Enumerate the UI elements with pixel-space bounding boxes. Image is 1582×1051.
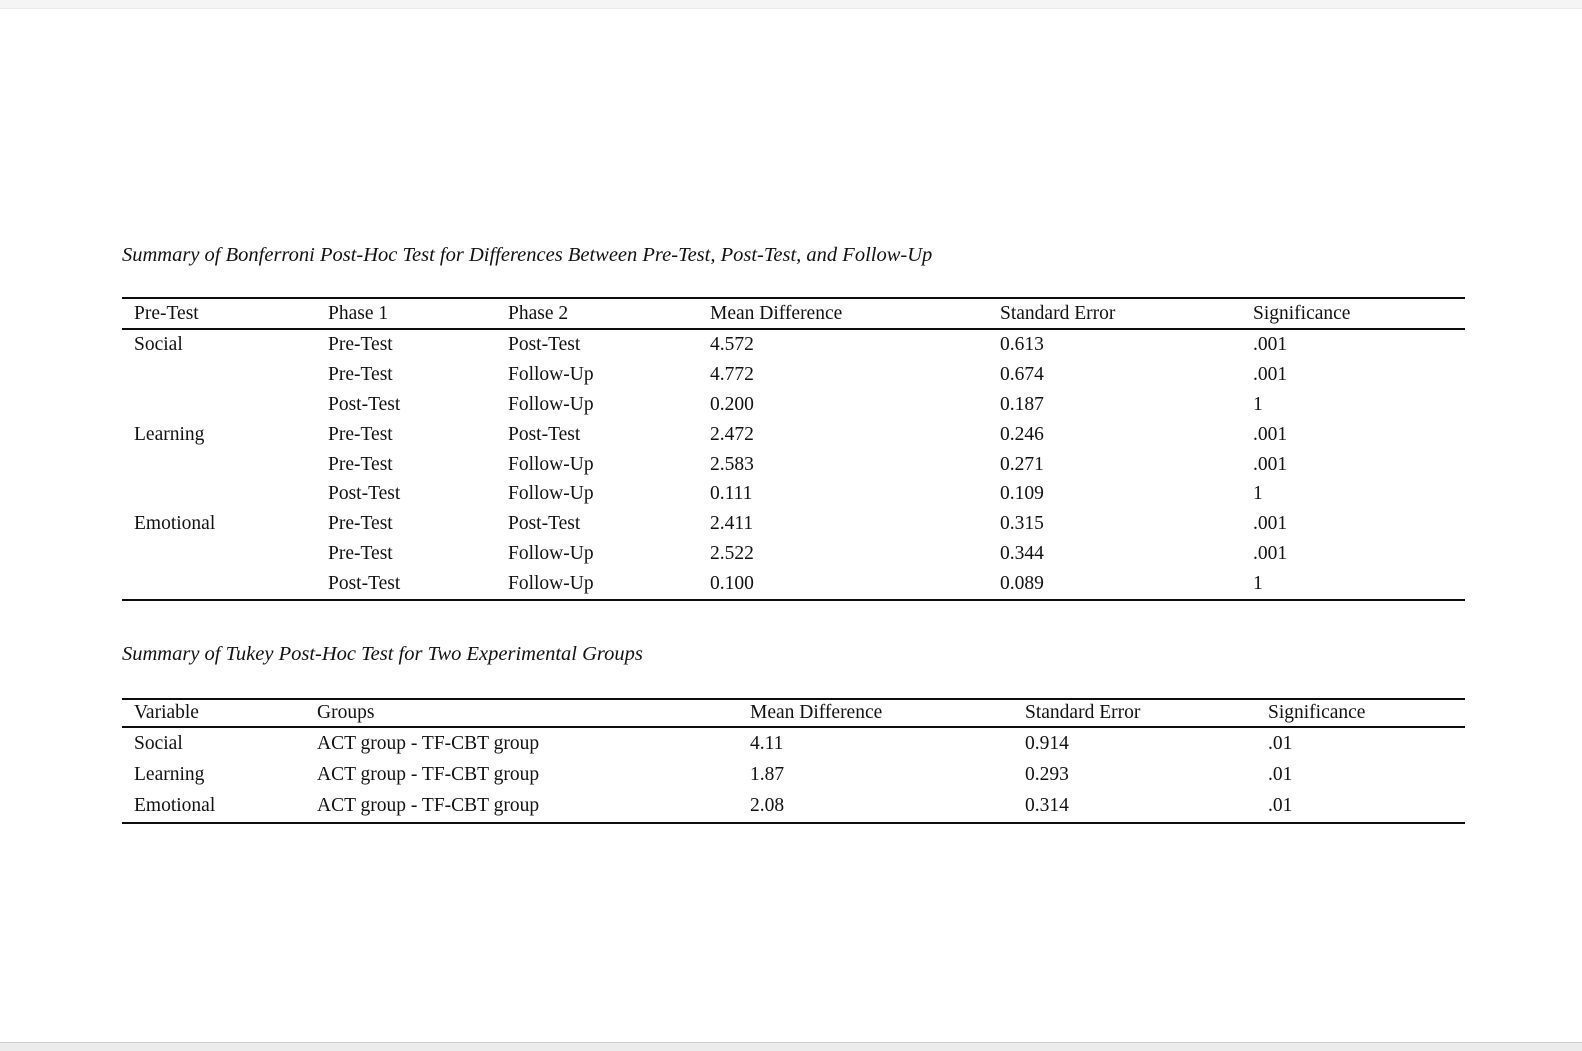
table-cell: Pre-Test xyxy=(328,543,393,565)
table-row xyxy=(122,329,1465,360)
table-cell: .001 xyxy=(1253,363,1288,385)
table-cell: 0.089 xyxy=(1000,573,1044,595)
table-cell: 0.914 xyxy=(1025,732,1069,754)
table-cell: 0.200 xyxy=(710,393,754,415)
column-header: Standard Error xyxy=(1025,699,1268,727)
table-cell: Pre-Test xyxy=(328,513,393,535)
column-header: Standard Error xyxy=(1000,298,1253,329)
table-row xyxy=(122,539,1465,569)
header-row xyxy=(122,298,1465,329)
table-row xyxy=(122,479,1465,509)
table-cell: .01 xyxy=(1268,732,1293,754)
table-cell: ACT group - TF-CBT group xyxy=(317,795,540,817)
table-cell: 0.314 xyxy=(1025,795,1069,817)
column-header: Significance xyxy=(1253,298,1465,329)
table-cell: 4.772 xyxy=(710,363,754,385)
table-cell xyxy=(122,569,328,600)
table-cell: .001 xyxy=(1253,423,1288,445)
table-cell xyxy=(122,360,328,390)
table-cell: Follow-Up xyxy=(508,483,594,505)
table-cell: Follow-Up xyxy=(508,573,594,595)
table-row xyxy=(122,759,1465,790)
table-cell: 0.315 xyxy=(1000,513,1044,535)
table-cell: 1 xyxy=(1253,573,1263,595)
column-header: Phase 2 xyxy=(508,298,710,329)
table-cell: Pre-Test xyxy=(328,423,393,445)
table-row xyxy=(122,569,1465,600)
table-cell: 0.187 xyxy=(1000,393,1044,415)
table-cell: Follow-Up xyxy=(508,363,594,385)
table-cell: .001 xyxy=(1253,543,1288,565)
table-cell: 4.572 xyxy=(710,333,754,355)
table-row xyxy=(122,450,1465,480)
table-cell: Emotional xyxy=(134,795,216,817)
table-cell: 0.246 xyxy=(1000,423,1044,445)
table-cell: Learning xyxy=(134,423,205,445)
column-header: Mean Difference xyxy=(750,699,1025,727)
table-cell xyxy=(122,539,328,569)
table-cell: 1 xyxy=(1253,393,1263,415)
table-cell: Post-Test xyxy=(328,573,401,595)
column-header: Pre-Test xyxy=(122,298,328,329)
table-row xyxy=(122,360,1465,390)
table-cell: .001 xyxy=(1253,513,1288,535)
column-header: Significance xyxy=(1268,699,1465,727)
table-cell: ACT group - TF-CBT group xyxy=(317,763,540,785)
table-cell: Pre-Test xyxy=(328,363,393,385)
header-row xyxy=(122,699,1465,727)
table-row xyxy=(122,727,1465,759)
table-cell: 0.613 xyxy=(1000,333,1044,355)
table-cell: .01 xyxy=(1268,763,1293,785)
table-cell: Emotional xyxy=(134,513,216,535)
table-cell: Pre-Test xyxy=(328,453,393,475)
table-row xyxy=(122,791,1465,823)
table-cell: Learning xyxy=(134,763,205,785)
column-header: Groups xyxy=(317,699,750,727)
table-cell: 0.100 xyxy=(710,573,754,595)
table-cell: ACT group - TF-CBT group xyxy=(317,732,540,754)
page-top-edge xyxy=(0,0,1582,9)
column-header: Variable xyxy=(122,699,317,727)
table-cell: Pre-Test xyxy=(328,333,393,355)
table-cell: Follow-Up xyxy=(508,543,594,565)
table-cell: 2.522 xyxy=(710,543,754,565)
bonferroni-table-title: Summary of Bonferroni Post-Hoc Test for Differences Between Pre-Test, Post-Test, and Follow-Up xyxy=(122,244,933,266)
bonferroni-table xyxy=(122,297,1465,601)
tukey-table xyxy=(122,698,1465,824)
table-cell: Post-Test xyxy=(508,333,581,355)
table-cell: Social xyxy=(134,732,183,754)
table-row xyxy=(122,509,1465,539)
table-cell: 2.583 xyxy=(710,453,754,475)
column-header: Mean Difference xyxy=(710,298,1000,329)
table-cell: 4.11 xyxy=(750,732,784,754)
table-cell xyxy=(122,479,328,509)
table-cell: 0.293 xyxy=(1025,763,1069,785)
table-cell: Post-Test xyxy=(508,423,581,445)
table-row xyxy=(122,390,1465,420)
table-cell: 2.08 xyxy=(750,795,785,817)
table-cell: Social xyxy=(134,333,183,355)
table-cell: Post-Test xyxy=(328,393,401,415)
column-header: Phase 1 xyxy=(328,298,508,329)
table-cell: 0.109 xyxy=(1000,483,1044,505)
page-bottom-edge xyxy=(0,1042,1582,1051)
table-cell: 2.411 xyxy=(710,513,754,535)
table-cell: Follow-Up xyxy=(508,453,594,475)
table-cell xyxy=(122,450,328,480)
table-cell: 1 xyxy=(1253,483,1263,505)
table-cell: Post-Test xyxy=(508,513,581,535)
table-cell: 0.111 xyxy=(710,483,753,505)
table-row xyxy=(122,420,1465,450)
table-cell: .001 xyxy=(1253,453,1288,475)
table-cell: 0.344 xyxy=(1000,543,1044,565)
table-cell: .01 xyxy=(1268,795,1293,817)
table-cell: Post-Test xyxy=(328,483,401,505)
table-cell: 1.87 xyxy=(750,763,785,785)
table-cell: 0.271 xyxy=(1000,453,1044,475)
table-cell: Follow-Up xyxy=(508,393,594,415)
table-cell: 0.674 xyxy=(1000,363,1044,385)
table-cell: .001 xyxy=(1253,333,1288,355)
table-cell: 2.472 xyxy=(710,423,754,445)
tukey-table-title: Summary of Tukey Post-Hoc Test for Two Experimental Groups xyxy=(122,643,643,665)
table-cell xyxy=(122,390,328,420)
